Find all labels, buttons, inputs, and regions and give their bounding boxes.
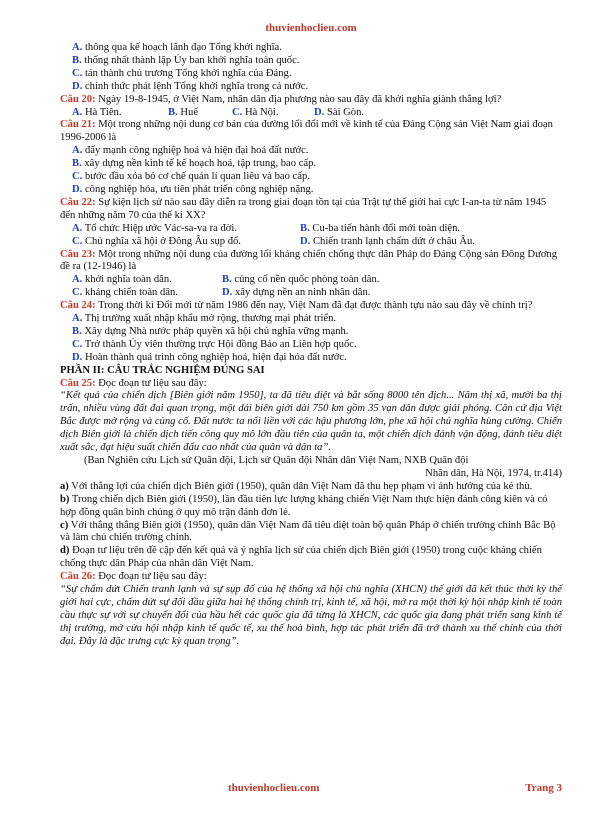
option: B. Cu-ba tiến hành đổi mới toàn diện.: [300, 222, 461, 234]
question-26: Câu 26: Đọc đoạn tư liệu sau đây:: [60, 571, 207, 583]
source-citation-cont: Nhân dân, Hà Nội, 1974, tr.414): [425, 467, 562, 479]
option: D. chính thức phát lệnh Tổng khởi nghĩa trong cả nước.: [72, 80, 309, 92]
question-21: Câu 21: Một trong những nội dung cơ bản của đường lối đổi mới về kinh tế của Đảng Cộng sản Việt Nam giai đoạn 1996-2006 là: [60, 119, 553, 144]
option: C. Hà Nội.: [232, 106, 279, 118]
options-row: [60, 274, 562, 287]
option: D. công nghiệp hóa, ưu tiên phát triển công nghiệp nặng.: [72, 183, 314, 195]
option: B. củng cố nền quốc phòng toàn dân.: [222, 274, 380, 286]
option: B. xây dựng nền kinh tế kế hoạch hoá, tập trung, bao cấp.: [72, 158, 317, 170]
option: C. Chủ nghĩa xã hội ở Đông Âu sụp đổ.: [72, 235, 241, 247]
option: A. khởi nghĩa toàn dân.: [72, 274, 172, 286]
source-quote: “Kết quả của chiến dịch [Biên giới năm 1950], ta đã tiêu diệt và bắt sống 8000 tên địch... Năm thị xã, mười ba thị trấn, nhiều vùng đất đai quan trọng, một dải biên giới dài 750 km gồm 35 vạn dân được giải phóng. Căn cứ địa Việt Bắc được mở rộng và củng cố. Đất nước ta nối liền với các hậu phương lớn, phe xã hội chủ nghĩa hùng cường. Chiến dịch Biên giới là chiến dịch tiến công quy mô lớn đầu tiên của quân ta, một chiến dịch đánh vận động, đánh tiêu diệt xuất sắc, đạt hiệu suất chiến đấu cao nhất của quân và dân ta”.: [60, 390, 562, 454]
options-row: [60, 223, 562, 236]
option: B. Huế: [168, 106, 199, 118]
option: B. Xây dựng Nhà nước pháp quyền xã hội chủ nghĩa vững mạnh.: [72, 325, 349, 337]
option: B. thống nhất thành lập Ủy ban khởi nghĩa toàn quốc.: [72, 54, 300, 66]
page-footer: [60, 782, 562, 794]
option: A. Hà Tiên.: [72, 106, 122, 118]
question-25: Câu 25: Đọc đoạn tư liệu sau đây:: [60, 377, 207, 389]
question-22: Câu 22: Sự kiện lịch sử nào sau đây diễn ra trong giai đoạn tồn tại của Trật tự thế giới hai cực I-an-ta từ năm 1945 đến những năm 70 của thế kỉ XX?: [60, 196, 547, 221]
statement: c) Với thắng thắng Biên giới (1950), quân dân Việt Nam đã tiêu diệt toàn bộ quân Pháp ở chiến trường chính Bắc Bộ và làm chủ chiến trường chính.: [60, 519, 556, 544]
option: D. Chiến tranh lạnh chấm dứt ở châu Âu.: [300, 235, 475, 247]
option: A. đẩy mạnh công nghiệp hoá và hiện đại hoá đất nước.: [72, 145, 309, 157]
statement: b) Trong chiến dịch Biên giới (1950), lần đầu tiên lực lượng kháng chiến Việt Nam thực hiện đánh công kiên và có hợp đồng quân binh chủng ở quy mô trận đánh đơn lẻ.: [60, 493, 548, 518]
option: A. Thị trường xuất nhập khẩu mở rộng, thương mại phát triển.: [72, 313, 337, 325]
document-body: [60, 42, 562, 649]
question-24: Câu 24: Trong thời kì Đổi mới từ năm 1986 đến nay, Việt Nam đã đạt được thành tựu nào sau đây về chính trị?: [60, 300, 533, 312]
option: A. Tổ chức Hiệp ước Vác-sa-va ra đời.: [72, 222, 237, 234]
option: D. xây dựng nền an ninh nhân dân.: [222, 287, 371, 299]
options-row: [60, 107, 562, 120]
option: C. tán thành chủ trương Tổng khởi nghĩa của Đảng.: [72, 67, 292, 79]
option: D. Hoàn thành quá trình công nghiệp hoá, hiện đại hóa đất nước.: [72, 351, 347, 363]
page-header: thuvienhoclieu.com: [265, 22, 357, 34]
section-heading: PHẦN II: CÂU TRẮC NGHIỆM ĐÚNG SAI: [60, 364, 265, 376]
statement: d) Đoạn tư liệu trên đề cập đến kết quả và ý nghĩa lịch sử của chiến dịch Biên giới (1950) trong cuộc kháng chiến chống thực dân Pháp của nhân dân Việt Nam.: [60, 545, 542, 570]
source-citation: (Ban Nghiên cứu Lịch sử Quân đội, Lịch sử Quân đội Nhân dân Việt Nam, NXB Quân đội: [84, 455, 469, 466]
source-quote: “Sự chấm dứt Chiến tranh lạnh và sự sụp đổ của hệ thống xã hội chủ nghĩa (XHCN) thế giới đã kết thúc thời kỳ thế giới hai cực, chấm dứt sự đối đầu giữa hai hệ thống chính trị, kinh tế, xã hội, mở ra một thời kỳ hội nhập kinh tế toàn cầu thực sự với sự chuyển đổi của hầu hết các quốc gia đã từng là XHCN, các quốc gia đang phát triển sang kinh tế thị trường, mở cửa hội nhập kinh tế quốc tế, xu thế hoà bình, hợp tác phát triển đã trở thành xu thế chính của thời đại. Đây là đặc trưng cực kỳ quan trọng”.: [60, 584, 562, 647]
question-20: Câu 20: Ngày 19-8-1945, ở Việt Nam, nhân dân địa phương nào sau đây đã khởi nghĩa giành thắng lợi?: [60, 93, 502, 105]
footer-site: thuvienhoclieu.com: [228, 782, 320, 794]
option: C. bước đầu xóa bỏ cơ chế quản lí quan liêu và bao cấp.: [72, 171, 310, 183]
options-row: [60, 287, 562, 300]
page-number: Trang 3: [525, 782, 562, 794]
option: A. thông qua kế hoạch lãnh đạo Tổng khởi nghĩa.: [72, 42, 282, 53]
options-row: [60, 236, 562, 249]
question-23: Câu 23: Một trong những nội dung của đường lối kháng chiến chống thực dân Pháp do Đảng Cộng sản Đông Dương đề ra (12-1946) là: [60, 248, 558, 273]
option: C. Trở thành Ủy viên thường trực Hội đồng Bảo an Liên hợp quốc.: [72, 338, 357, 350]
statement: a) Với thắng lợi của chiến dịch Biên giới (1950), quân dân Việt Nam đã thu hẹp phạm vi ảnh hưởng của kẻ thù.: [60, 480, 533, 492]
option: D. Sài Gòn.: [314, 106, 365, 118]
option: C. kháng chiến toàn dân.: [72, 287, 178, 299]
